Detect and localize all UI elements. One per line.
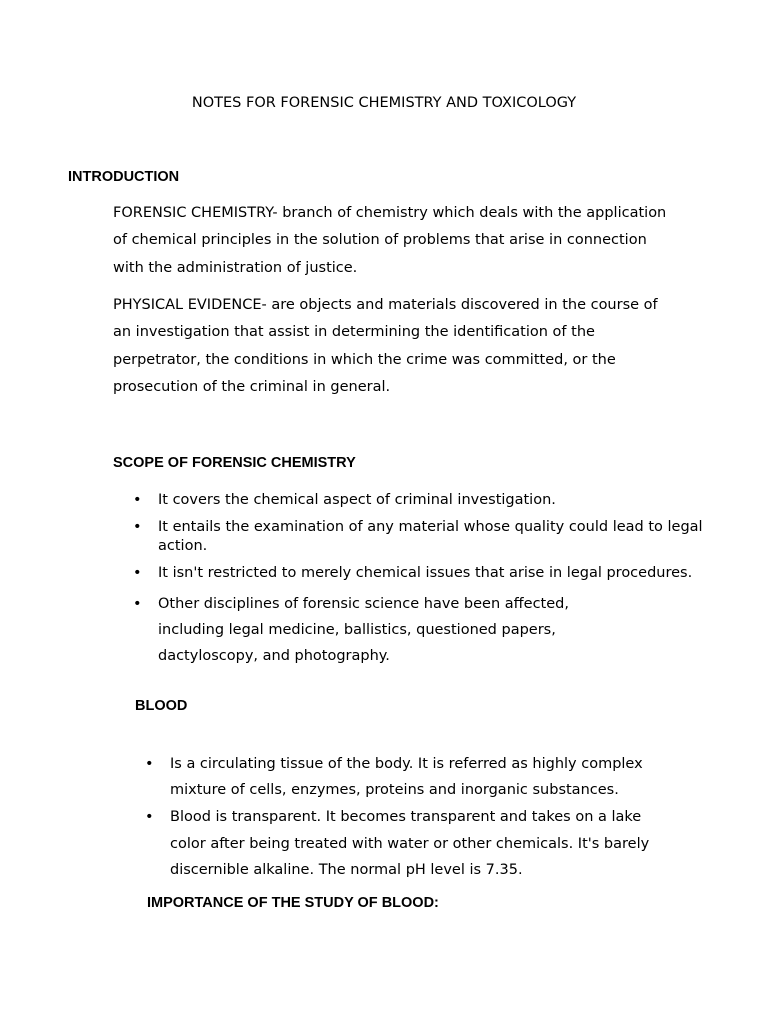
document-title: NOTES FOR FORENSIC CHEMISTRY AND TOXICOLOGY (191, 95, 577, 111)
bullet-icon: • (133, 565, 142, 581)
importance-heading: IMPORTANCE OF THE STUDY OF BLOOD: (147, 895, 439, 911)
scope-heading: SCOPE OF FORENSIC CHEMISTRY (113, 455, 356, 471)
list-item (133, 591, 569, 669)
paragraph-line: PHYSICAL EVIDENCE- are objects and materials discovered in the course of (113, 297, 658, 313)
list-item-text: dactyloscopy, and photography. (158, 648, 390, 664)
bullet-icon: • (145, 809, 154, 825)
list-item-text: It entails the examination of any material whose quality could lead to legal (158, 519, 703, 535)
paragraph-line: FORENSIC CHEMISTRY- branch of chemistry which deals with the application (113, 205, 667, 221)
list-item-text: action. (158, 538, 208, 554)
list-item (145, 751, 643, 803)
paragraph-line: of chemical principles in the solution of problems that arise in connection (113, 232, 647, 249)
blood-heading: BLOOD (135, 698, 188, 714)
list-item-text: discernible alkaline. The normal pH level is 7.35. (170, 862, 523, 878)
physical-evidence-definition (113, 292, 658, 401)
list-item-text: Blood is transparent. It becomes transparent and takes on a lake (170, 809, 642, 825)
paragraph-line: perpetrator, the conditions in which the crime was committed, or the (113, 351, 616, 368)
list-item-text: color after being treated with water or other chemicals. It's barely (170, 835, 650, 852)
list-item-text: mixture of cells, enzymes, proteins and inorganic substances. (170, 782, 619, 798)
list-item-text: It isn't restricted to merely chemical issues that arise in legal procedures. (158, 565, 693, 581)
forensic-chemistry-definition (113, 200, 666, 282)
paragraph-line: prosecution of the criminal in general. (113, 378, 391, 395)
list-item-text: It covers the chemical aspect of criminal investigation. (158, 492, 556, 508)
bullet-icon: • (133, 519, 142, 535)
introduction-heading: INTRODUCTION (68, 169, 180, 185)
bullet-icon: • (145, 756, 154, 772)
list-item-text: including legal medicine, ballistics, questioned papers, (158, 622, 556, 638)
list-item (133, 491, 556, 509)
paragraph-line: with the administration of justice. (113, 259, 358, 276)
list-item (133, 518, 703, 556)
bullet-icon: • (133, 492, 142, 508)
list-item-text: Is a circulating tissue of the body. It is referred as highly complex (170, 756, 643, 772)
list-item (133, 564, 692, 582)
list-item (145, 804, 649, 884)
bullet-icon: • (133, 596, 142, 612)
list-item-text: Other disciplines of forensic science have been affected, (158, 596, 569, 612)
paragraph-line: an investigation that assist in determining the identification of the (113, 324, 595, 341)
